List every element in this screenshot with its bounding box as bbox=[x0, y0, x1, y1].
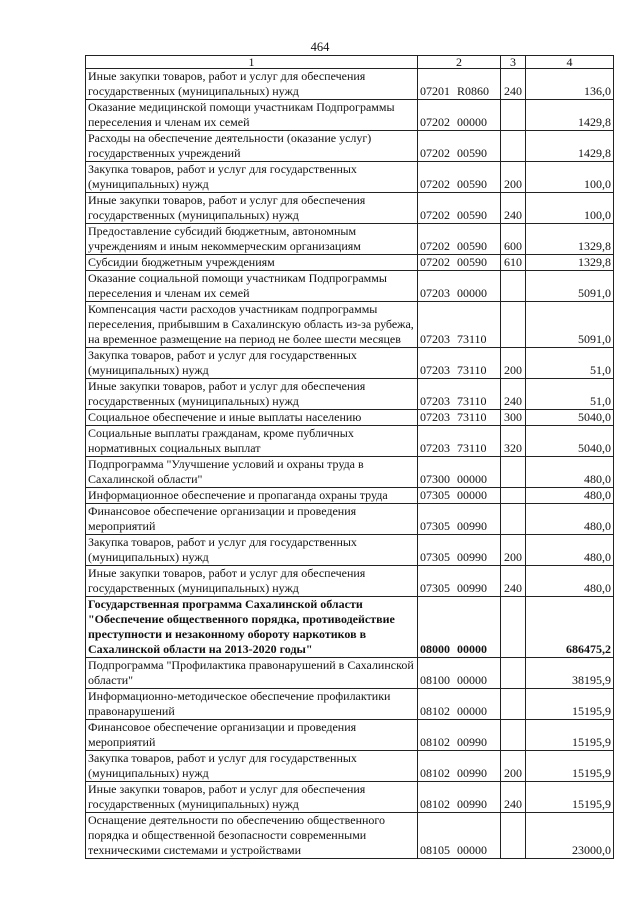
table-row bbox=[86, 566, 614, 597]
row-code-direction: 00590 bbox=[457, 177, 487, 191]
row-code-direction: 00990 bbox=[457, 581, 487, 595]
table-row bbox=[86, 271, 614, 302]
row-code-program: 07202 bbox=[420, 146, 450, 160]
row-code-direction: 73110 bbox=[457, 332, 487, 346]
row-expense-type bbox=[501, 504, 526, 535]
row-code-program: 08000 bbox=[420, 642, 450, 656]
row-amount: 480,0 bbox=[526, 566, 614, 597]
row-expense-type: 320 bbox=[501, 426, 526, 457]
row-amount: 51,0 bbox=[526, 348, 614, 379]
row-expense-type: 240 bbox=[501, 782, 526, 813]
header-col-1: 1 bbox=[86, 56, 418, 69]
table-header-row bbox=[86, 56, 614, 69]
row-code-direction: 00590 bbox=[457, 146, 487, 160]
table-row bbox=[86, 69, 614, 100]
row-code bbox=[418, 131, 501, 162]
row-code-direction: 73110 bbox=[457, 441, 487, 455]
row-code-direction: 73110 bbox=[457, 363, 487, 377]
row-name: Финансовое обеспечение организации и проведения мероприятий bbox=[86, 720, 418, 751]
row-code-direction: 00990 bbox=[457, 735, 487, 749]
table-row bbox=[86, 162, 614, 193]
row-amount: 5040,0 bbox=[526, 426, 614, 457]
row-code-program: 07202 bbox=[420, 239, 450, 253]
table-row bbox=[86, 302, 614, 348]
row-expense-type bbox=[501, 720, 526, 751]
row-code bbox=[418, 271, 501, 302]
table-row bbox=[86, 720, 614, 751]
row-expense-type bbox=[501, 131, 526, 162]
row-expense-type: 610 bbox=[501, 255, 526, 271]
row-code-direction: 73110 bbox=[457, 410, 487, 424]
row-amount: 38195,9 bbox=[526, 658, 614, 689]
row-expense-type: 600 bbox=[501, 224, 526, 255]
row-code-direction: 00990 bbox=[457, 519, 487, 533]
row-code-program: 07203 bbox=[420, 363, 450, 377]
row-code-program: 08102 bbox=[420, 766, 450, 780]
row-code-direction: 00590 bbox=[457, 255, 487, 269]
row-expense-type: 300 bbox=[501, 410, 526, 426]
row-name: Закупка товаров, работ и услуг для государственных (муниципальных) нужд bbox=[86, 348, 418, 379]
row-expense-type bbox=[501, 658, 526, 689]
row-code bbox=[418, 488, 501, 504]
row-amount: 5040,0 bbox=[526, 410, 614, 426]
row-name: Предоставление субсидий бюджетным, автономным учреждениям и иным некоммерческим организациям bbox=[86, 224, 418, 255]
row-name: Оснащение деятельности по обеспечению общественного порядка и общественной безопасности современными техническими системами и устройствами bbox=[86, 813, 418, 859]
row-code-program: 08100 bbox=[420, 673, 450, 687]
table-row bbox=[86, 379, 614, 410]
row-expense-type bbox=[501, 813, 526, 859]
row-code bbox=[418, 813, 501, 859]
row-name: Подпрограмма "Профилактика правонарушений в Сахалинской области" bbox=[86, 658, 418, 689]
table-row bbox=[86, 224, 614, 255]
row-expense-type: 240 bbox=[501, 566, 526, 597]
table-row bbox=[86, 488, 614, 504]
table-row bbox=[86, 813, 614, 859]
table-row bbox=[86, 100, 614, 131]
table-row bbox=[86, 782, 614, 813]
budget-table bbox=[85, 55, 614, 859]
row-name: Социальное обеспечение и иные выплаты населению bbox=[86, 410, 418, 426]
row-code-direction: 00000 bbox=[457, 704, 487, 718]
row-code-program: 07203 bbox=[420, 394, 450, 408]
row-name: Иные закупки товаров, работ и услуг для обеспечения государственных (муниципальных) нужд bbox=[86, 782, 418, 813]
row-expense-type bbox=[501, 689, 526, 720]
row-amount: 1429,8 bbox=[526, 131, 614, 162]
row-expense-type: 200 bbox=[501, 348, 526, 379]
row-code-direction: 00000 bbox=[457, 673, 487, 687]
row-name: Иные закупки товаров, работ и услуг для обеспечения государственных (муниципальных) нужд bbox=[86, 69, 418, 100]
row-code bbox=[418, 689, 501, 720]
row-name: Финансовое обеспечение организации и проведения мероприятий bbox=[86, 504, 418, 535]
row-code-program: 07203 bbox=[420, 410, 450, 424]
row-amount: 480,0 bbox=[526, 504, 614, 535]
row-code-program: 08102 bbox=[420, 704, 450, 718]
row-amount: 5091,0 bbox=[526, 271, 614, 302]
row-name: Государственная программа Сахалинской области "Обеспечение общественного порядка, противодействие преступности и незаконному обороту наркотиков в Сахалинской области на 2013-2020 годы" bbox=[86, 597, 418, 658]
row-amount: 686475,2 bbox=[526, 597, 614, 658]
row-code-program: 08102 bbox=[420, 797, 450, 811]
row-name: Закупка товаров, работ и услуг для государственных (муниципальных) нужд bbox=[86, 751, 418, 782]
row-amount: 136,0 bbox=[526, 69, 614, 100]
table-row bbox=[86, 689, 614, 720]
row-code-program: 07305 bbox=[420, 488, 450, 502]
row-code bbox=[418, 535, 501, 566]
row-code bbox=[418, 100, 501, 131]
row-amount: 15195,9 bbox=[526, 751, 614, 782]
row-code-program: 08102 bbox=[420, 735, 450, 749]
row-code bbox=[418, 426, 501, 457]
table-row bbox=[86, 535, 614, 566]
row-amount: 1329,8 bbox=[526, 224, 614, 255]
row-expense-type: 200 bbox=[501, 162, 526, 193]
table-row bbox=[86, 410, 614, 426]
row-code-direction: 73110 bbox=[457, 394, 487, 408]
row-amount: 15195,9 bbox=[526, 689, 614, 720]
row-code-direction: 00000 bbox=[457, 843, 487, 857]
row-code-direction: 00590 bbox=[457, 208, 487, 222]
row-expense-type: 240 bbox=[501, 193, 526, 224]
row-amount: 15195,9 bbox=[526, 720, 614, 751]
row-name: Оказание социальной помощи участникам Подпрограммы переселения и членам их семей bbox=[86, 271, 418, 302]
row-amount: 100,0 bbox=[526, 162, 614, 193]
row-code-program: 07202 bbox=[420, 208, 450, 222]
row-code bbox=[418, 751, 501, 782]
row-code-direction: 00000 bbox=[457, 488, 487, 502]
row-code bbox=[418, 504, 501, 535]
row-code bbox=[418, 69, 501, 100]
row-expense-type: 240 bbox=[501, 69, 526, 100]
row-expense-type bbox=[501, 302, 526, 348]
row-amount: 23000,0 bbox=[526, 813, 614, 859]
row-name: Оказание медицинской помощи участникам Подпрограммы переселения и членам их семей bbox=[86, 100, 418, 131]
row-expense-type bbox=[501, 457, 526, 488]
row-code bbox=[418, 597, 501, 658]
table-row bbox=[86, 193, 614, 224]
row-amount: 480,0 bbox=[526, 488, 614, 504]
row-code-direction: 00000 bbox=[457, 286, 487, 300]
table-row bbox=[86, 504, 614, 535]
row-code bbox=[418, 379, 501, 410]
row-name: Субсидии бюджетным учреждениям bbox=[86, 255, 418, 271]
row-name: Расходы на обеспечение деятельности (оказание услуг) государственных учреждений bbox=[86, 131, 418, 162]
row-name: Социальные выплаты гражданам, кроме публичных нормативных социальных выплат bbox=[86, 426, 418, 457]
row-code-program: 07203 bbox=[420, 332, 450, 346]
row-code-direction: 00590 bbox=[457, 239, 487, 253]
row-code-program: 07202 bbox=[420, 255, 450, 269]
row-name: Информационно-методическое обеспечение профилактики правонарушений bbox=[86, 689, 418, 720]
row-amount: 480,0 bbox=[526, 457, 614, 488]
row-code bbox=[418, 224, 501, 255]
row-amount: 5091,0 bbox=[526, 302, 614, 348]
row-name: Подпрограмма "Улучшение условий и охраны труда в Сахалинской области" bbox=[86, 457, 418, 488]
table-row bbox=[86, 457, 614, 488]
row-code-direction: R0860 bbox=[457, 84, 490, 98]
row-code bbox=[418, 162, 501, 193]
row-code-program: 07305 bbox=[420, 519, 450, 533]
row-expense-type bbox=[501, 597, 526, 658]
row-expense-type bbox=[501, 488, 526, 504]
row-code-program: 07203 bbox=[420, 286, 450, 300]
row-expense-type: 200 bbox=[501, 751, 526, 782]
row-code bbox=[418, 348, 501, 379]
row-expense-type: 240 bbox=[501, 379, 526, 410]
header-col-3: 3 bbox=[501, 56, 526, 69]
row-expense-type: 200 bbox=[501, 535, 526, 566]
row-code bbox=[418, 720, 501, 751]
row-amount: 51,0 bbox=[526, 379, 614, 410]
row-code-program: 07202 bbox=[420, 177, 450, 191]
row-name: Иные закупки товаров, работ и услуг для обеспечения государственных (муниципальных) нужд bbox=[86, 193, 418, 224]
row-name: Закупка товаров, работ и услуг для государственных (муниципальных) нужд bbox=[86, 535, 418, 566]
row-code bbox=[418, 782, 501, 813]
table-row bbox=[86, 751, 614, 782]
row-code bbox=[418, 410, 501, 426]
row-code-program: 07305 bbox=[420, 550, 450, 564]
row-expense-type bbox=[501, 271, 526, 302]
page-number: 464 bbox=[310, 40, 330, 54]
table-row bbox=[86, 131, 614, 162]
row-name: Компенсация части расходов участникам подпрограммы переселения, прибывшим в Сахалинскую область из-за рубежа, на временное размещение на период не более шести месяцев bbox=[86, 302, 418, 348]
row-code-direction: 00000 bbox=[457, 472, 487, 486]
row-code-program: 07300 bbox=[420, 472, 450, 486]
row-code-program: 07203 bbox=[420, 441, 450, 455]
row-code bbox=[418, 658, 501, 689]
row-code-direction: 00000 bbox=[457, 115, 487, 129]
table-row bbox=[86, 426, 614, 457]
header-col-2: 2 bbox=[418, 56, 501, 69]
row-code-direction: 00990 bbox=[457, 797, 487, 811]
table-row bbox=[86, 597, 614, 658]
row-name: Информационное обеспечение и пропаганда охраны труда bbox=[86, 488, 418, 504]
table-row bbox=[86, 255, 614, 271]
table-row bbox=[86, 658, 614, 689]
row-amount: 100,0 bbox=[526, 193, 614, 224]
header-col-4: 4 bbox=[526, 56, 614, 69]
row-code-direction: 00000 bbox=[457, 642, 487, 656]
row-amount: 480,0 bbox=[526, 535, 614, 566]
row-code-direction: 00990 bbox=[457, 766, 487, 780]
row-code bbox=[418, 566, 501, 597]
row-amount: 1329,8 bbox=[526, 255, 614, 271]
row-name: Иные закупки товаров, работ и услуг для обеспечения государственных (муниципальных) нужд bbox=[86, 379, 418, 410]
row-code-program: 08105 bbox=[420, 843, 450, 857]
row-code-program: 07202 bbox=[420, 115, 450, 129]
row-code-direction: 00990 bbox=[457, 550, 487, 564]
row-amount: 15195,9 bbox=[526, 782, 614, 813]
row-code bbox=[418, 457, 501, 488]
row-name: Закупка товаров, работ и услуг для государственных (муниципальных) нужд bbox=[86, 162, 418, 193]
row-code bbox=[418, 193, 501, 224]
row-name: Иные закупки товаров, работ и услуг для обеспечения государственных (муниципальных) нужд bbox=[86, 566, 418, 597]
row-amount: 1429,8 bbox=[526, 100, 614, 131]
row-code bbox=[418, 302, 501, 348]
row-code bbox=[418, 255, 501, 271]
table-row bbox=[86, 348, 614, 379]
row-expense-type bbox=[501, 100, 526, 131]
row-code-program: 07201 bbox=[420, 84, 450, 98]
row-code-program: 07305 bbox=[420, 581, 450, 595]
